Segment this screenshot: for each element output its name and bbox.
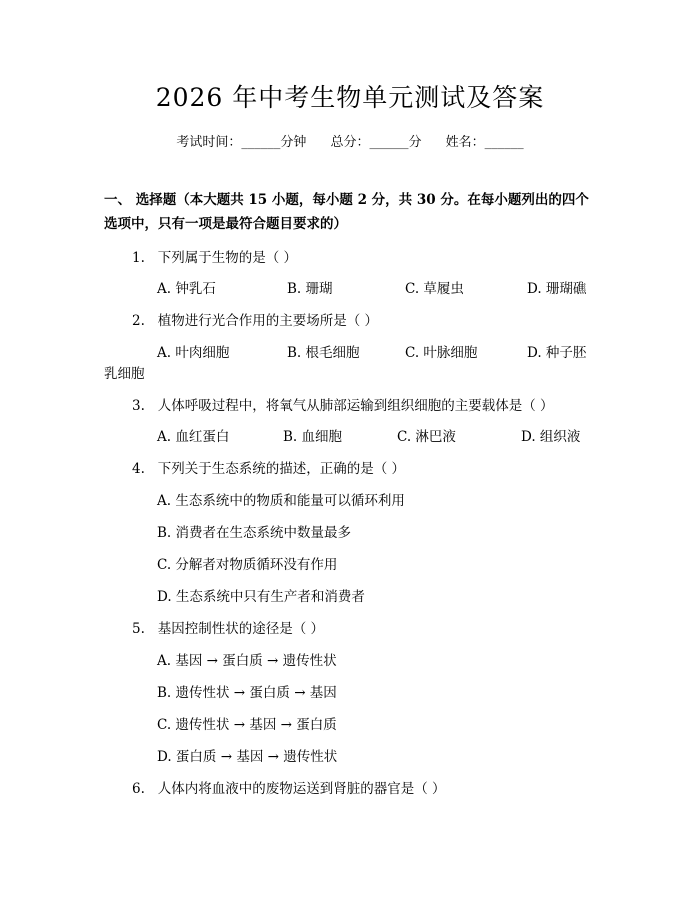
option-b: B. 血细胞	[283, 429, 343, 445]
question-number: 4.	[132, 461, 145, 477]
page-title: 2026 年中考生物单元测试及答案	[155, 83, 545, 112]
question-number: 3.	[132, 398, 145, 414]
option-c: C. 淋巴液	[397, 429, 456, 445]
option-a: A. 基因 → 蛋白质 → 遗传性状	[157, 653, 337, 669]
question-5	[132, 617, 324, 637]
question-1	[132, 246, 297, 266]
option-b: B. 消费者在生态系统中数量最多	[157, 525, 352, 541]
question-6	[132, 777, 446, 797]
option-d: D. 珊瑚礁	[527, 281, 587, 297]
section-heading: 一、 选择题（本大题共 15 小题，每小题 2 分，共 30 分。在每小题列出的四个选项中，只有一项是最符合题目要求的）	[104, 192, 589, 232]
option-a: A. 钟乳石	[157, 281, 216, 297]
option-b: B. 珊瑚	[287, 281, 333, 297]
option-d: D. 组织液	[521, 429, 581, 445]
option-d: D. 生态系统中只有生产者和消费者	[157, 589, 365, 605]
exam-time-field: 考试时间：______分钟	[176, 135, 307, 150]
question-number: 5.	[132, 621, 145, 637]
option-a: A. 生态系统中的物质和能量可以循环利用	[157, 493, 405, 509]
question-4	[132, 457, 405, 477]
option-c: C. 遗传性状 → 基因 → 蛋白质	[157, 717, 337, 733]
question-3	[132, 394, 554, 414]
total-score-field: 总分：______分	[330, 135, 422, 150]
option-c: C. 分解者对物质循环没有作用	[157, 557, 338, 573]
question-stem: 下列属于生物的是（ ）	[157, 250, 298, 266]
question-stem: 下列关于生态系统的描述，正确的是（ ）	[157, 461, 406, 477]
question-stem: 人体呼吸过程中，将氧气从肺部运输到组织细胞的主要载体是（ ）	[157, 398, 554, 414]
option-c: C. 叶脉细胞	[405, 345, 478, 361]
option-c: C. 草履虫	[405, 281, 464, 297]
option-d: D. 蛋白质 → 基因 → 遗传性状	[157, 749, 338, 765]
option-d-continuation: 乳细胞	[104, 366, 145, 382]
question-number: 2.	[132, 313, 145, 329]
exam-meta	[0, 131, 700, 150]
option-b: B. 遗传性状 → 蛋白质 → 基因	[157, 685, 337, 701]
question-number: 1.	[132, 250, 145, 266]
student-name-field: 姓名：______	[445, 135, 524, 150]
option-a: A. 血红蛋白	[157, 429, 230, 445]
question-number: 6.	[132, 781, 145, 797]
option-b: B. 根毛细胞	[287, 345, 360, 361]
question-stem: 植物进行光合作用的主要场所是（ ）	[157, 313, 379, 329]
question-stem: 人体内将血液中的废物运送到肾脏的器官是（ ）	[157, 781, 446, 797]
option-d: D. 种子胚	[527, 345, 587, 361]
option-a: A. 叶肉细胞	[157, 345, 230, 361]
question-stem: 基因控制性状的途径是（ ）	[157, 621, 325, 637]
question-2	[132, 309, 378, 329]
